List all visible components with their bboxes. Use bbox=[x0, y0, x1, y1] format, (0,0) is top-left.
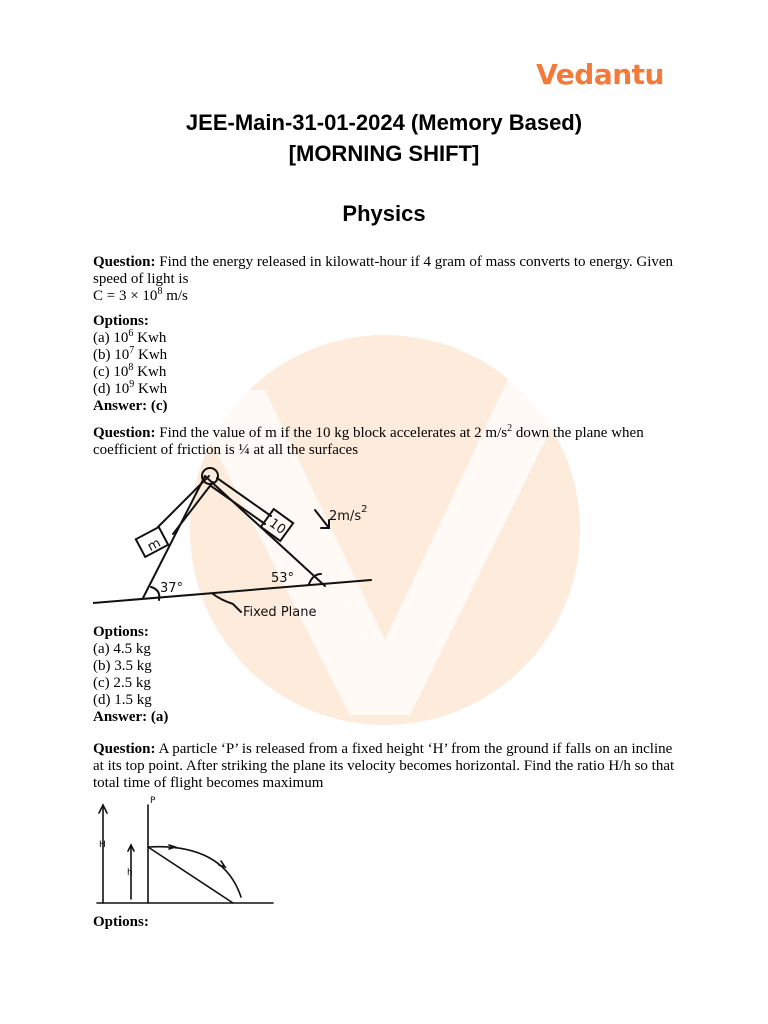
question-2-options bbox=[93, 624, 683, 726]
angle-37-label: 37° bbox=[160, 581, 184, 596]
answer: Answer: (c) bbox=[93, 398, 168, 414]
vedantu-logo: Vedantu bbox=[536, 58, 664, 91]
subject-heading: Physics bbox=[342, 201, 426, 226]
shift-subtitle: [MORNING SHIFT] bbox=[288, 141, 480, 166]
question-label: Question: bbox=[93, 425, 156, 441]
question-body: Find the energy released in kilowatt-hour if 4 gram of mass converts to energy. Given speed of light is bbox=[93, 254, 674, 287]
question-label: Question: bbox=[93, 254, 156, 270]
fixed-plane-label: Fixed Plane bbox=[243, 605, 317, 620]
speed-of-light: $C = 3 \times 10^8$ m/s bbox=[93, 286, 188, 304]
option-d: (d) $10^9$ Kwh bbox=[93, 379, 168, 397]
angle-53-label: 53° bbox=[271, 571, 295, 586]
block-10-label: 10 bbox=[266, 516, 289, 538]
options-label: Options: bbox=[93, 624, 149, 640]
option-b: (b) $10^7$ Kwh bbox=[93, 345, 168, 363]
option-c: (c) 2.5 kg bbox=[93, 675, 151, 691]
page-title: JEE-Main-31-01-2024 (Memory Based) bbox=[185, 110, 583, 135]
question-1 bbox=[93, 254, 683, 415]
option-a: (a) 4.5 kg bbox=[93, 641, 151, 657]
option-b: (b) 3.5 kg bbox=[93, 658, 152, 674]
question-1-text bbox=[93, 254, 683, 288]
option-a: (a) $10^6$ Kwh bbox=[93, 328, 167, 346]
question-3 bbox=[93, 741, 683, 792]
option-d: (d) 1.5 kg bbox=[93, 692, 152, 708]
question-label: Question: bbox=[93, 741, 156, 757]
options-label: Options: bbox=[93, 914, 149, 930]
question-3-text: Question: A particle ‘P’ is released from a fixed height ‘H’ from the ground if falls on an incline at its top point. After striking the plane its velocity becomes horizontal. Find the ratio H/h so that total time of flight becomes maximum bbox=[93, 741, 675, 791]
answer: Answer: (a) bbox=[93, 709, 169, 725]
question-2-text: Question: Find the value of m if the 10 kg block accelerates at 2 $m/s^2$ down the plane when coefficient of friction is ¼ at all the surfaces bbox=[93, 423, 644, 458]
question-2 bbox=[93, 425, 683, 459]
p-label: P bbox=[150, 796, 156, 806]
acceleration-label: $2m/s^2$ bbox=[329, 504, 368, 524]
option-c: (c) $10^8$ Kwh bbox=[93, 362, 167, 380]
incline-figure bbox=[93, 462, 378, 624]
block-m-label: m bbox=[145, 535, 164, 555]
options-label: Options: bbox=[93, 313, 149, 329]
H-label: H bbox=[99, 840, 106, 850]
h-label: h bbox=[127, 868, 133, 878]
projectile-figure bbox=[93, 795, 278, 910]
question-3-options bbox=[93, 914, 683, 931]
